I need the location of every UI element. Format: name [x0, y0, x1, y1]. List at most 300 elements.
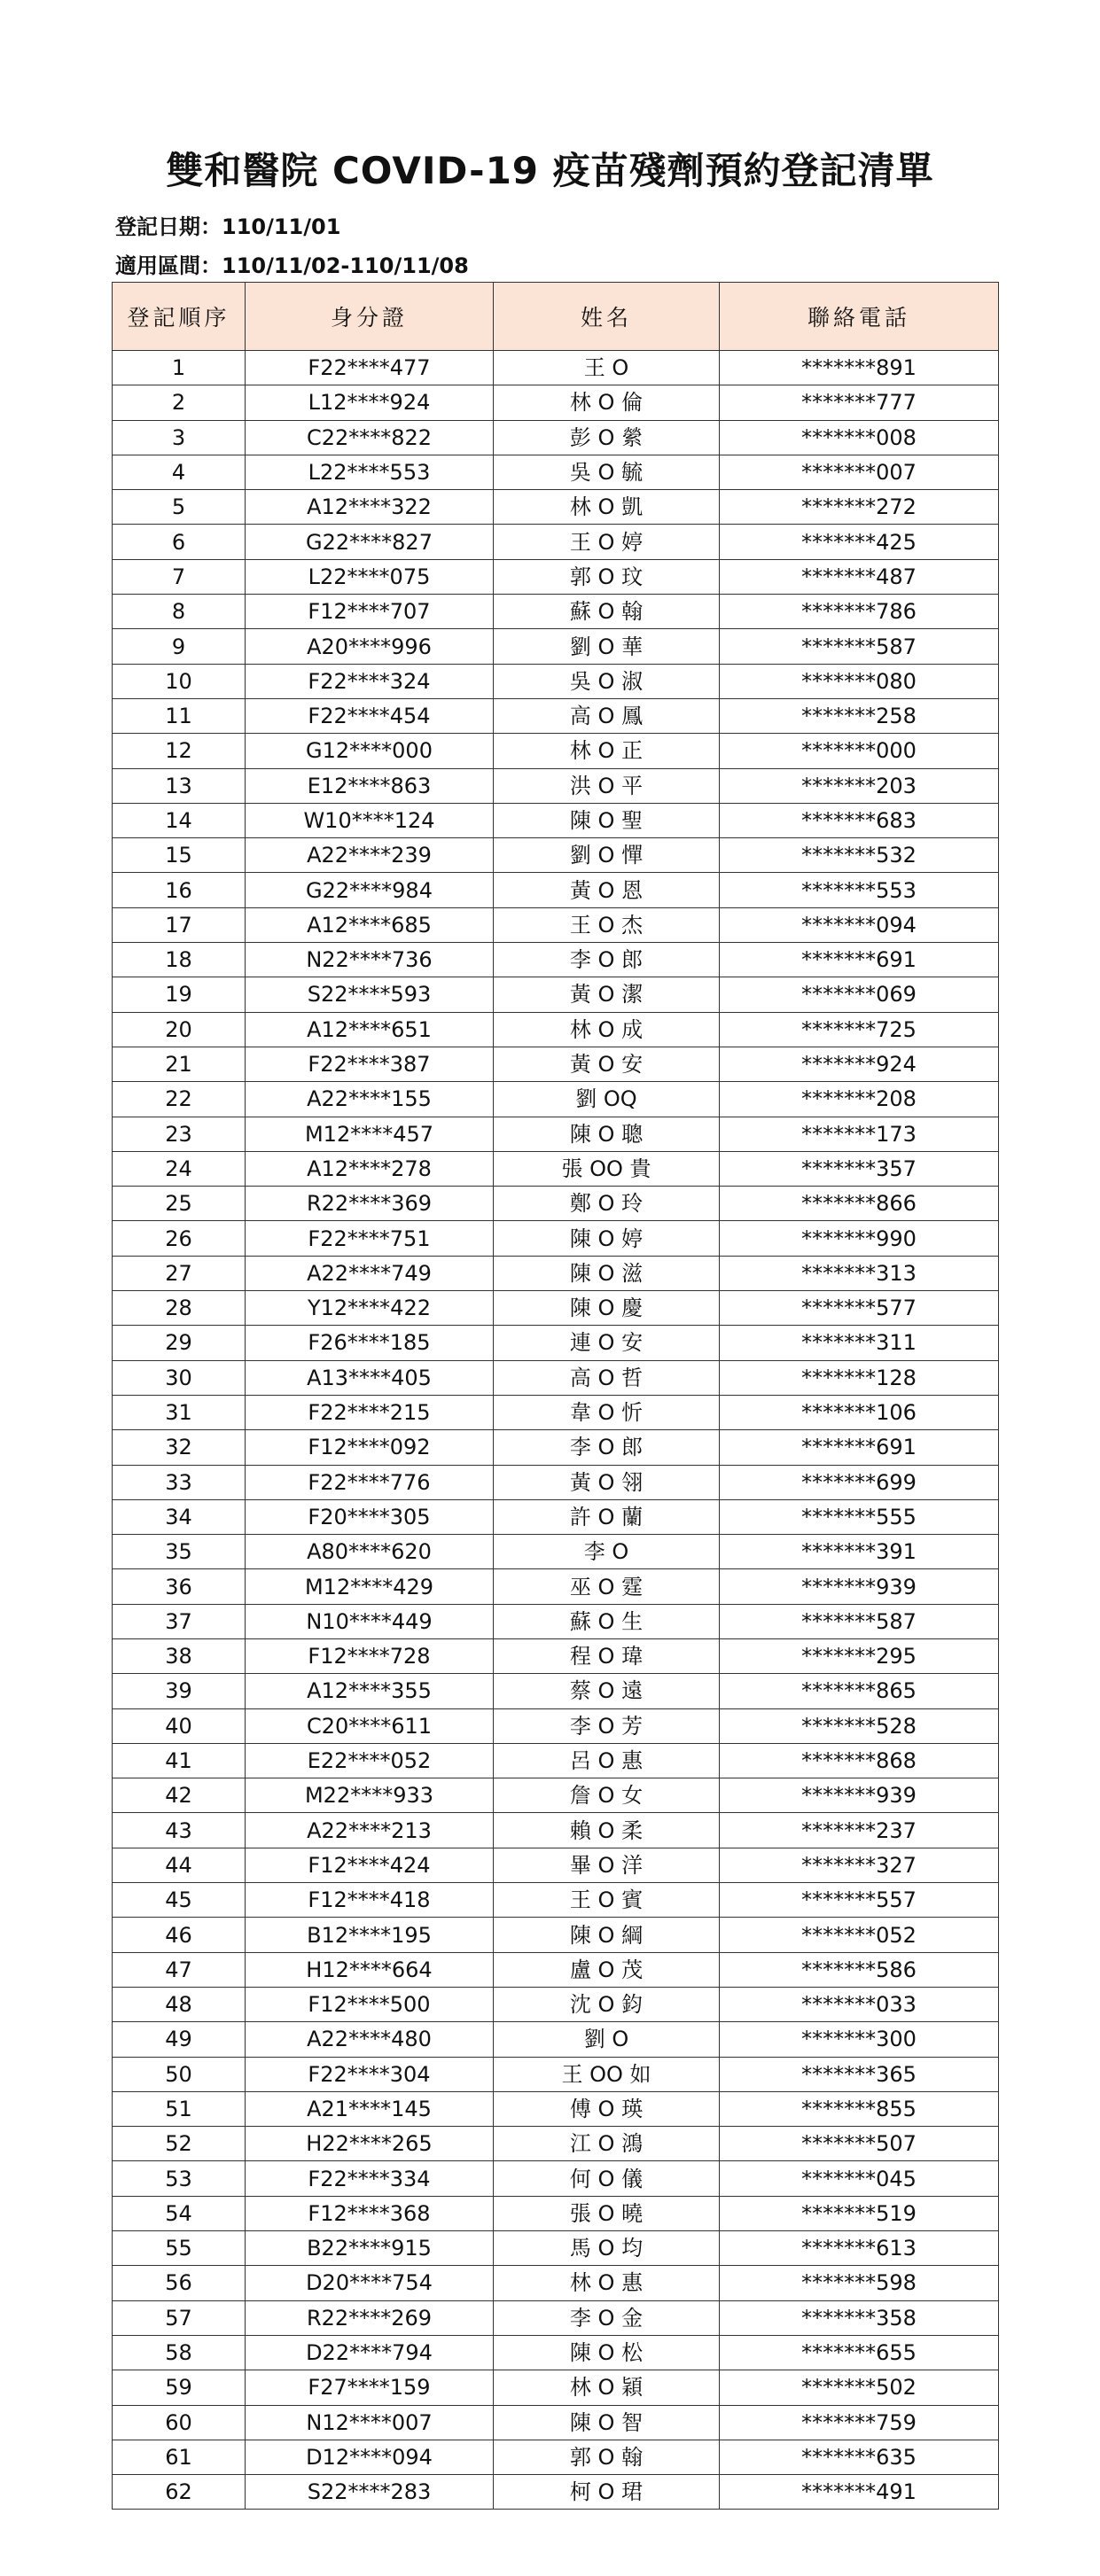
cell-name: 陳 O 滋	[494, 1256, 720, 1290]
cell-phone: *******258	[720, 698, 999, 733]
table-row	[113, 2370, 999, 2405]
cell-id: R22****269	[246, 2300, 494, 2335]
cell-name: 張 O 曉	[494, 2196, 720, 2230]
cell-id: C20****611	[246, 1708, 494, 1743]
cell-order: 42	[113, 1778, 246, 1813]
cell-order: 36	[113, 1569, 246, 1604]
cell-name: 呂 O 惠	[494, 1743, 720, 1778]
cell-order: 11	[113, 698, 246, 733]
table-row	[113, 2405, 999, 2440]
table-row	[113, 768, 999, 803]
cell-name: 吳 O 淑	[494, 664, 720, 698]
cell-name: 韋 O 忻	[494, 1395, 720, 1429]
table-row	[113, 1813, 999, 1848]
cell-name: 王 O 婷	[494, 525, 720, 559]
cell-id: L12****924	[246, 385, 494, 420]
cell-name: 王 O 杰	[494, 907, 720, 942]
cell-name: 蔡 O 遠	[494, 1674, 720, 1708]
cell-name: 陳 O 聖	[494, 803, 720, 837]
cell-phone: *******203	[720, 768, 999, 803]
cell-phone: *******691	[720, 1430, 999, 1465]
cell-phone: *******866	[720, 1187, 999, 1221]
table-row	[113, 2091, 999, 2126]
registration-table	[112, 282, 999, 2510]
cell-id: R22****369	[246, 1187, 494, 1221]
cell-phone: *******391	[720, 1535, 999, 1569]
cell-order: 8	[113, 595, 246, 629]
table-row	[113, 2196, 999, 2230]
cell-name: 林 O 惠	[494, 2266, 720, 2300]
cell-phone: *******491	[720, 2475, 999, 2510]
cell-name: 盧 O 茂	[494, 1952, 720, 1987]
cell-name: 高 O 鳳	[494, 698, 720, 733]
cell-phone: *******080	[720, 664, 999, 698]
cell-name: 沈 O 鈞	[494, 1987, 720, 2021]
table-row	[113, 1535, 999, 1569]
cell-name: 劉 OQ	[494, 1082, 720, 1117]
cell-phone: *******786	[720, 595, 999, 629]
cell-order: 49	[113, 2022, 246, 2057]
cell-name: 何 O 儀	[494, 2161, 720, 2196]
cell-id: F12****418	[246, 1883, 494, 1918]
cell-order: 51	[113, 2091, 246, 2126]
cell-order: 46	[113, 1918, 246, 1952]
cell-id: A12****685	[246, 907, 494, 942]
cell-id: A12****322	[246, 490, 494, 525]
cell-name: 高 O 哲	[494, 1360, 720, 1395]
cell-id: F12****500	[246, 1987, 494, 2021]
cell-order: 26	[113, 1221, 246, 1256]
cell-name: 陳 O 婷	[494, 1221, 720, 1256]
table-row	[113, 1674, 999, 1708]
table-row	[113, 1151, 999, 1186]
cell-phone: *******924	[720, 1047, 999, 1081]
cell-name: 劉 O	[494, 2022, 720, 2057]
cell-name: 林 O 穎	[494, 2370, 720, 2405]
cell-name: 李 O	[494, 1535, 720, 1569]
cell-order: 53	[113, 2161, 246, 2196]
cell-name: 詹 O 女	[494, 1778, 720, 1813]
cell-id: A12****651	[246, 1012, 494, 1047]
table-row	[113, 1117, 999, 1151]
cell-phone: *******553	[720, 873, 999, 907]
table-row	[113, 1465, 999, 1499]
cell-phone: *******502	[720, 2370, 999, 2405]
cell-order: 41	[113, 1743, 246, 1778]
table-row	[113, 1918, 999, 1952]
table-row	[113, 1326, 999, 1360]
cell-order: 43	[113, 1813, 246, 1848]
cell-order: 28	[113, 1291, 246, 1326]
cell-id: A20****996	[246, 629, 494, 664]
table-row	[113, 907, 999, 942]
cell-name: 連 O 安	[494, 1326, 720, 1360]
table-row	[113, 1883, 999, 1918]
cell-order: 32	[113, 1430, 246, 1465]
cell-order: 10	[113, 664, 246, 698]
cell-phone: *******990	[720, 1221, 999, 1256]
cell-name: 程 O 瑋	[494, 1638, 720, 1673]
table-row	[113, 1221, 999, 1256]
cell-phone: *******577	[720, 1291, 999, 1326]
cell-order: 6	[113, 525, 246, 559]
table-row	[113, 1569, 999, 1604]
cell-phone: *******587	[720, 629, 999, 664]
table-row	[113, 2266, 999, 2300]
cell-phone: *******587	[720, 1604, 999, 1638]
cell-id: W10****124	[246, 803, 494, 837]
cell-name: 鄭 O 玲	[494, 1187, 720, 1221]
cell-order: 54	[113, 2196, 246, 2230]
cell-order: 23	[113, 1117, 246, 1151]
cell-id: D22****794	[246, 2335, 494, 2370]
cell-name: 馬 O 均	[494, 2231, 720, 2266]
cell-order: 14	[113, 803, 246, 837]
cell-phone: *******598	[720, 2266, 999, 2300]
cell-name: 許 O 蘭	[494, 1499, 720, 1534]
cell-phone: *******007	[720, 455, 999, 489]
table-row	[113, 1430, 999, 1465]
cell-id: S22****283	[246, 2475, 494, 2510]
cell-phone: *******507	[720, 2127, 999, 2161]
cell-name: 陳 O 松	[494, 2335, 720, 2370]
cell-order: 34	[113, 1499, 246, 1534]
table-row	[113, 664, 999, 698]
cell-phone: *******487	[720, 559, 999, 594]
table-row	[113, 2161, 999, 2196]
cell-phone: *******613	[720, 2231, 999, 2266]
cell-id: F22****304	[246, 2057, 494, 2091]
cell-order: 55	[113, 2231, 246, 2266]
cell-id: F12****707	[246, 595, 494, 629]
cell-order: 39	[113, 1674, 246, 1708]
cell-id: H22****265	[246, 2127, 494, 2161]
cell-id: F12****424	[246, 1848, 494, 1882]
cell-order: 59	[113, 2370, 246, 2405]
cell-id: M12****457	[246, 1117, 494, 1151]
cell-id: L22****075	[246, 559, 494, 594]
cell-id: A12****278	[246, 1151, 494, 1186]
cell-phone: *******519	[720, 2196, 999, 2230]
cell-name: 郭 O 玟	[494, 559, 720, 594]
cell-id: D20****754	[246, 2266, 494, 2300]
cell-id: A22****155	[246, 1082, 494, 1117]
table-row	[113, 977, 999, 1012]
cell-phone: *******357	[720, 1151, 999, 1186]
cell-order: 48	[113, 1987, 246, 2021]
cell-name: 陳 O 綱	[494, 1918, 720, 1952]
cell-id: A22****480	[246, 2022, 494, 2057]
table-row	[113, 1360, 999, 1395]
cell-name: 陳 O 聰	[494, 1117, 720, 1151]
cell-name: 彭 O 縈	[494, 420, 720, 455]
cell-name: 林 O 倫	[494, 385, 720, 420]
cell-name: 李 O 金	[494, 2300, 720, 2335]
table-row	[113, 1082, 999, 1117]
cell-id: F26****185	[246, 1326, 494, 1360]
cell-order: 4	[113, 455, 246, 489]
cell-order: 35	[113, 1535, 246, 1569]
cell-order: 37	[113, 1604, 246, 1638]
cell-order: 20	[113, 1012, 246, 1047]
cell-name: 李 O 芳	[494, 1708, 720, 1743]
cell-name: 傅 O 瑛	[494, 2091, 720, 2126]
cell-id: B12****195	[246, 1918, 494, 1952]
cell-id: A12****355	[246, 1674, 494, 1708]
table-row	[113, 873, 999, 907]
cell-phone: *******557	[720, 1883, 999, 1918]
cell-order: 60	[113, 2405, 246, 2440]
cell-id: F12****092	[246, 1430, 494, 1465]
header-order: 登記順序	[113, 283, 246, 351]
table-row	[113, 1395, 999, 1429]
cell-name: 王 OO 如	[494, 2057, 720, 2091]
cell-phone: *******683	[720, 803, 999, 837]
cell-id: N10****449	[246, 1604, 494, 1638]
cell-name: 林 O 成	[494, 1012, 720, 1047]
cell-name: 柯 O 珺	[494, 2475, 720, 2510]
cell-name: 郭 O 翰	[494, 2440, 720, 2474]
cell-name: 賴 O 柔	[494, 1813, 720, 1848]
table-row	[113, 698, 999, 733]
table-row	[113, 2231, 999, 2266]
table-row	[113, 351, 999, 385]
cell-order: 17	[113, 907, 246, 942]
cell-phone: *******000	[720, 734, 999, 768]
cell-id: E22****052	[246, 1743, 494, 1778]
cell-phone: *******300	[720, 2022, 999, 2057]
table-row	[113, 2300, 999, 2335]
cell-name: 王 O	[494, 351, 720, 385]
cell-name: 劉 O 憚	[494, 838, 720, 873]
cell-phone: *******173	[720, 1117, 999, 1151]
cell-id: N22****736	[246, 943, 494, 977]
cell-order: 47	[113, 1952, 246, 1987]
cell-id: N12****007	[246, 2405, 494, 2440]
cell-phone: *******313	[720, 1256, 999, 1290]
cell-order: 2	[113, 385, 246, 420]
cell-phone: *******033	[720, 1987, 999, 2021]
table-row	[113, 1012, 999, 1047]
table-row	[113, 2022, 999, 2057]
cell-order: 1	[113, 351, 246, 385]
cell-phone: *******865	[720, 1674, 999, 1708]
cell-id: A22****239	[246, 838, 494, 873]
cell-order: 21	[113, 1047, 246, 1081]
cell-phone: *******208	[720, 1082, 999, 1117]
cell-id: F22****751	[246, 1221, 494, 1256]
cell-order: 50	[113, 2057, 246, 2091]
cell-id: B22****915	[246, 2231, 494, 2266]
cell-name: 張 OO 貴	[494, 1151, 720, 1186]
table-row	[113, 803, 999, 837]
cell-phone: *******358	[720, 2300, 999, 2335]
table-row	[113, 2057, 999, 2091]
table-row	[113, 1187, 999, 1221]
cell-id: F22****776	[246, 1465, 494, 1499]
table-row	[113, 1256, 999, 1290]
cell-name: 黃 O 翎	[494, 1465, 720, 1499]
registration-date: 登記日期：110/11/01	[115, 214, 341, 239]
cell-phone: *******891	[720, 351, 999, 385]
cell-id: A22****749	[246, 1256, 494, 1290]
cell-order: 24	[113, 1151, 246, 1186]
cell-order: 9	[113, 629, 246, 664]
cell-id: G22****984	[246, 873, 494, 907]
table-row	[113, 2335, 999, 2370]
cell-id: F12****368	[246, 2196, 494, 2230]
cell-phone: *******528	[720, 1708, 999, 1743]
table-row	[113, 490, 999, 525]
cell-name: 陳 O 慶	[494, 1291, 720, 1326]
cell-name: 蘇 O 翰	[494, 595, 720, 629]
table-row	[113, 734, 999, 768]
cell-phone: *******939	[720, 1778, 999, 1813]
cell-order: 15	[113, 838, 246, 873]
cell-name: 劉 O 華	[494, 629, 720, 664]
cell-phone: *******365	[720, 2057, 999, 2091]
cell-phone: *******725	[720, 1012, 999, 1047]
cell-order: 38	[113, 1638, 246, 1673]
cell-name: 江 O 鴻	[494, 2127, 720, 2161]
cell-order: 5	[113, 490, 246, 525]
cell-phone: *******586	[720, 1952, 999, 1987]
cell-name: 洪 O 平	[494, 768, 720, 803]
table-row	[113, 1291, 999, 1326]
table-row	[113, 629, 999, 664]
cell-phone: *******777	[720, 385, 999, 420]
cell-id: G12****000	[246, 734, 494, 768]
table-row	[113, 455, 999, 489]
cell-id: F22****215	[246, 1395, 494, 1429]
cell-id: A21****145	[246, 2091, 494, 2126]
cell-order: 62	[113, 2475, 246, 2510]
cell-id: C22****822	[246, 420, 494, 455]
cell-id: F27****159	[246, 2370, 494, 2405]
cell-id: A80****620	[246, 1535, 494, 1569]
cell-order: 29	[113, 1326, 246, 1360]
table-row	[113, 420, 999, 455]
table-row	[113, 838, 999, 873]
cell-phone: *******045	[720, 2161, 999, 2196]
cell-order: 33	[113, 1465, 246, 1499]
cell-order: 18	[113, 943, 246, 977]
cell-order: 7	[113, 559, 246, 594]
table-row	[113, 1952, 999, 1987]
cell-name: 林 O 凱	[494, 490, 720, 525]
cell-id: L22****553	[246, 455, 494, 489]
cell-name: 蘇 O 生	[494, 1604, 720, 1638]
cell-name: 陳 O 智	[494, 2405, 720, 2440]
cell-phone: *******699	[720, 1465, 999, 1499]
cell-order: 27	[113, 1256, 246, 1290]
cell-order: 19	[113, 977, 246, 1012]
table-row	[113, 595, 999, 629]
cell-id: F22****454	[246, 698, 494, 733]
cell-id: E12****863	[246, 768, 494, 803]
applicable-period: 適用區間：110/11/02-110/11/08	[115, 253, 469, 278]
cell-order: 56	[113, 2266, 246, 2300]
page-title: 雙和醫院 COVID-19 疫苗殘劑預約登記清單	[166, 149, 934, 192]
table-row	[113, 525, 999, 559]
cell-order: 30	[113, 1360, 246, 1395]
cell-id: F22****334	[246, 2161, 494, 2196]
cell-name: 黃 O 潔	[494, 977, 720, 1012]
cell-order: 52	[113, 2127, 246, 2161]
cell-phone: *******327	[720, 1848, 999, 1882]
cell-order: 40	[113, 1708, 246, 1743]
cell-order: 16	[113, 873, 246, 907]
cell-name: 畢 O 洋	[494, 1848, 720, 1882]
cell-phone: *******069	[720, 977, 999, 1012]
cell-name: 李 O 郎	[494, 1430, 720, 1465]
cell-name: 黃 O 安	[494, 1047, 720, 1081]
cell-id: Y12****422	[246, 1291, 494, 1326]
cell-phone: *******008	[720, 420, 999, 455]
cell-name: 巫 O 霆	[494, 1569, 720, 1604]
cell-phone: *******868	[720, 1743, 999, 1778]
table-row	[113, 1987, 999, 2021]
cell-id: A13****405	[246, 1360, 494, 1395]
cell-phone: *******691	[720, 943, 999, 977]
cell-id: D12****094	[246, 2440, 494, 2474]
cell-id: F20****305	[246, 1499, 494, 1534]
cell-order: 12	[113, 734, 246, 768]
cell-order: 45	[113, 1883, 246, 1918]
table-row	[113, 2475, 999, 2510]
cell-name: 黃 O 恩	[494, 873, 720, 907]
cell-phone: *******855	[720, 2091, 999, 2126]
cell-id: F22****387	[246, 1047, 494, 1081]
cell-phone: *******052	[720, 1918, 999, 1952]
table-row	[113, 1708, 999, 1743]
cell-name: 王 O 賓	[494, 1883, 720, 1918]
table-row	[113, 943, 999, 977]
table-row	[113, 1604, 999, 1638]
cell-order: 44	[113, 1848, 246, 1882]
cell-name: 吳 O 毓	[494, 455, 720, 489]
cell-phone: *******425	[720, 525, 999, 559]
cell-id: M12****429	[246, 1569, 494, 1604]
cell-phone: *******759	[720, 2405, 999, 2440]
cell-id: H12****664	[246, 1952, 494, 1987]
table-row	[113, 1499, 999, 1534]
cell-id: F22****324	[246, 664, 494, 698]
cell-phone: *******532	[720, 838, 999, 873]
header-name: 姓名	[494, 283, 720, 351]
cell-id: F22****477	[246, 351, 494, 385]
cell-order: 58	[113, 2335, 246, 2370]
cell-name: 林 O 正	[494, 734, 720, 768]
cell-order: 3	[113, 420, 246, 455]
cell-order: 25	[113, 1187, 246, 1221]
table-row	[113, 1638, 999, 1673]
table-row	[113, 1047, 999, 1081]
table-row	[113, 1778, 999, 1813]
header-phone: 聯絡電話	[720, 283, 999, 351]
cell-phone: *******939	[720, 1569, 999, 1604]
cell-phone: *******237	[720, 1813, 999, 1848]
cell-phone: *******555	[720, 1499, 999, 1534]
cell-phone: *******635	[720, 2440, 999, 2474]
cell-id: A22****213	[246, 1813, 494, 1848]
cell-order: 57	[113, 2300, 246, 2335]
cell-phone: *******094	[720, 907, 999, 942]
cell-id: G22****827	[246, 525, 494, 559]
cell-phone: *******128	[720, 1360, 999, 1395]
cell-phone: *******655	[720, 2335, 999, 2370]
table-row	[113, 2440, 999, 2474]
